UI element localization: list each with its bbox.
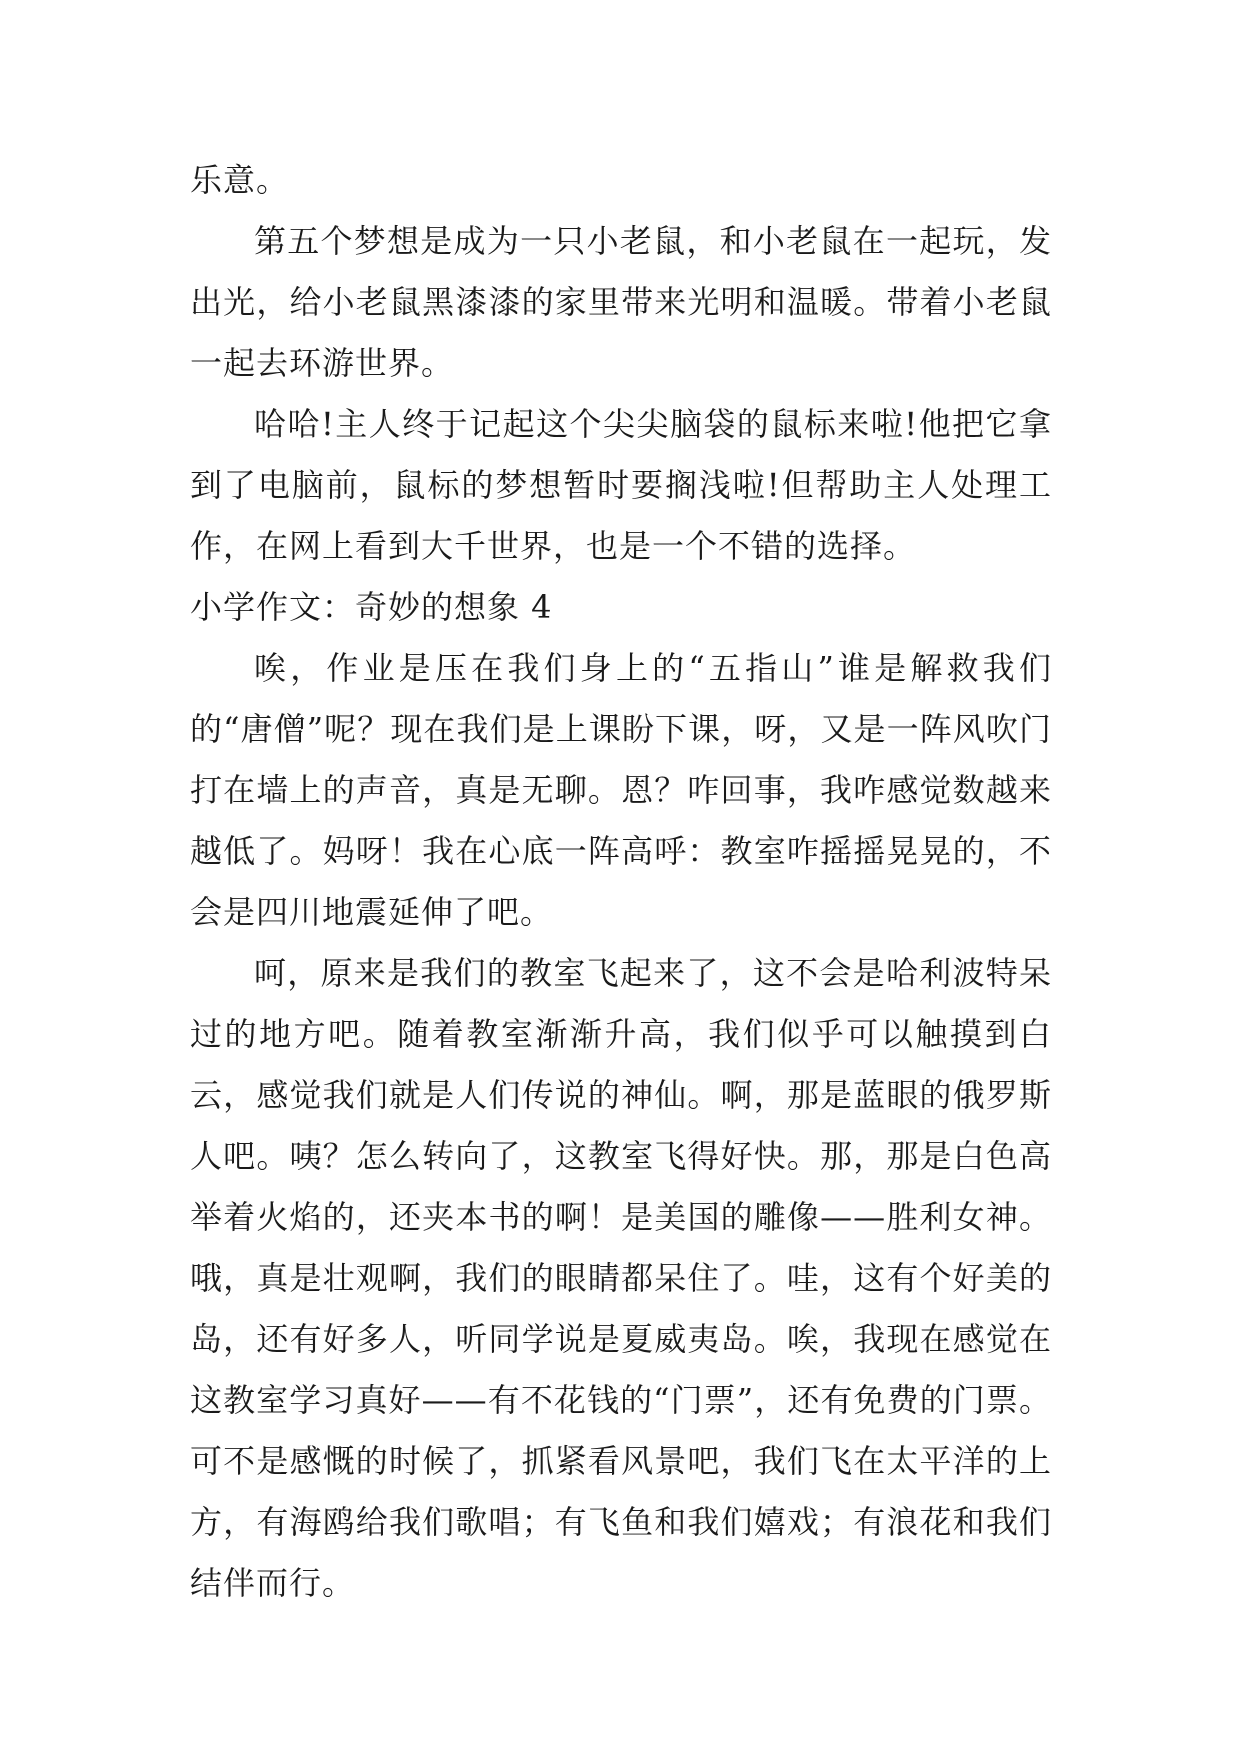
section-title: 小学作文：奇妙的想象 4 <box>190 588 553 626</box>
paragraph-flying-classroom: 呵，原来是我们的教室飞起来了，这不会是哈利波特呆过的地方吧。随着教室渐渐升高，我们似乎可以触摸到白云，感觉我们就是人们传说的神仙。啊，那是蓝眼的俄罗斯人吧。咦？怎么转向了，这教室飞得好快。那，那是白色高举着火焰的，还夹本书的啊！是美国的雕像——胜利女神。哦，真是壮观啊，我们的眼睛都呆住了。哇，这有个好美的岛，还有好多人，听同学说是夏威夷岛。唉，我现在感觉在这教室学习真好——有不花钱的“门票”，还有免费的门票。可不是感慨的时候了，抓紧看风景吧，我们飞在太平洋的上方，有海鸥给我们歌唱；有飞鱼和我们嬉戏；有浪花和我们结伴而行。 <box>190 954 1052 1602</box>
paragraph-fifth-dream: 第五个梦想是成为一只小老鼠，和小老鼠在一起玩，发出光，给小老鼠黑漆漆的家里带来光明和温暖。带着小老鼠一起去环游世界。 <box>190 222 1052 382</box>
paragraph-mouse-returned: 哈哈!主人终于记起这个尖尖脑袋的鼠标来啦!他把它拿到了电脑前，鼠标的梦想暂时要搁浅啦!但帮助主人处理工作，在网上看到大千世界，也是一个不错的选择。 <box>190 405 1052 565</box>
document-page <box>190 150 1052 1614</box>
paragraph-continuation: 乐意。 <box>190 161 290 199</box>
paragraph-homework: 唉，作业是压在我们身上的“五指山”谁是解救我们的“唐僧”呢？现在我们是上课盼下课，呀，又是一阵风吹门打在墙上的声音，真是无聊。恩？咋回事，我咋感觉数越来越低了。妈呀！我在心底一阵高呼：教室咋摇摇晃晃的，不会是四川地震延伸了吧。 <box>190 649 1052 931</box>
